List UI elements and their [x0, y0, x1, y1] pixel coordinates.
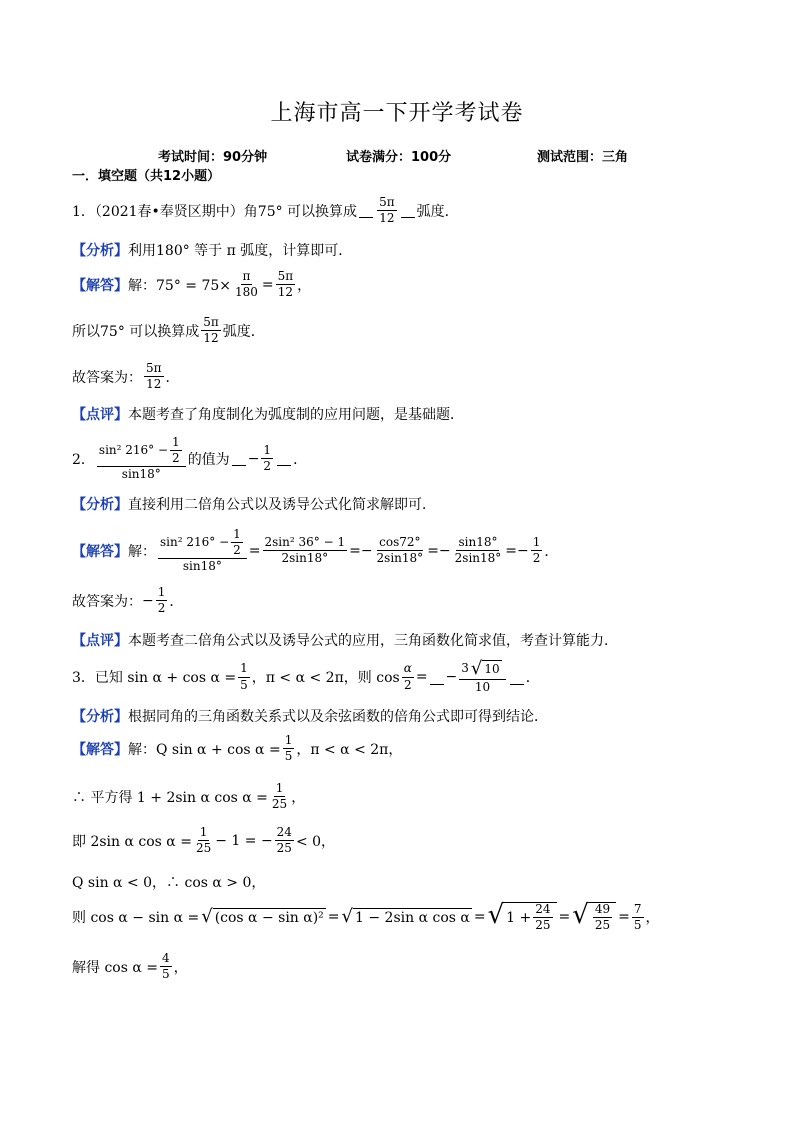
q1-analysis: 【分析】 利用180° 等于 π 弧度，计算即可．: [72, 240, 352, 260]
q3-solution-line1: 【解答】 解：Q sin α + cos α = $\frac{1}{5}$ ，π < α < 2π，: [72, 733, 403, 764]
q2-solution: 【解答】 解： sin² 216° − $\frac{1}{2}$ sin18° = $\frac{\text{2sin² 36° − 1}}{2\sin 18^\circ}$ = − $\frac{\cos 72^\circ}{2\sin 18^\circ}$ = − $\frac{\sin 18^\circ}{2\sin 18^\circ}$ = − $\frac{1}{2}$ ．: [72, 527, 559, 574]
q3-solution-line6: 解得 cos α = $\frac{4}{5}$ ，: [72, 951, 188, 982]
q2-final-answer: 故答案为： − $\frac{1}{2}$ ．: [72, 585, 184, 616]
q3-solution-line2: ∴ 平方得 1 + 2sin α cos α = $\frac{1}{25}$ ，: [72, 781, 306, 812]
q2-comment: 【点评】 本题考查二倍角公式以及诱导公式的应用，三角函数化简求值，考查计算能力．: [72, 633, 618, 649]
q3-answer-blank: − 3 √ 10 10: [428, 660, 526, 694]
q3-stem: 3．已知 sin α + cos α = $\frac{1}{5}$ ，π < α < 2π，则 cos $\frac{\alpha}{2}$ = − 3 √ 10 10 ．: [72, 658, 540, 694]
section-heading: 一．填空题（共12小题）: [72, 169, 221, 184]
exam-range: 测试范围：三角: [537, 150, 629, 165]
q1-stem: 1．（2021春•奉贤区期中）角75° 可以换算成 $\frac{5\pi}{12}$ 弧度．: [72, 195, 459, 226]
q3-solution-line4: Q sin α < 0，∴ cos α > 0，: [72, 875, 266, 891]
q1-final-answer: 故答案为： $\frac{5\pi}{12}$ ．: [72, 361, 180, 392]
q3-solution-line3: 即 2sin α cos α = $\frac{1}{25}$ − 1 = − $\frac{24}{25}$ < 0，: [72, 825, 336, 856]
q2-stem: 2． sin² 216° − $\frac{1}{2}$ sin18° 的值为 − $\frac{1}{2}$ ．: [72, 435, 308, 482]
q1-answer-blank: $\frac{5\pi}{12}$: [357, 196, 417, 225]
page-title: 上海市高一下开学考试卷: [270, 101, 524, 126]
q2-answer-blank: − $\frac{1}{2}$: [230, 444, 293, 473]
q2-analysis: 【分析】 直接利用二倍角公式以及诱导公式化简求解即可．: [72, 497, 436, 513]
solution-tag: 【解答】: [72, 277, 128, 294]
analysis-tag: 【分析】: [72, 243, 128, 259]
q1-solution: 【解答】 解：75° = 75× $\frac{\pi}{180}$ = $\frac{5\pi}{12}$ ，: [72, 269, 312, 300]
exam-time: 考试时间：90分钟: [158, 150, 268, 165]
q1-comment: 【点评】 本题考查了角度制化为弧度制的应用问题，是基础题．: [72, 404, 464, 424]
q1-solution-line2: 所以75° 可以换算成 $\frac{5\pi}{12}$ 弧度．: [72, 315, 265, 346]
q3-analysis: 【分析】 根据同角的三角函数关系式以及余弦函数的倍角公式即可得到结论．: [72, 709, 548, 725]
exam-score: 试卷满分：100分: [346, 150, 452, 165]
q3-solution-line5: 则 cos α − sin α = √ (cos α − sin α)² = √ 1 − 2sin α cos α = √ 1 + $\frac{24}{25}$ = √ $\frac{49}{25}$ = $\frac{7}{5}$ ，: [72, 900, 660, 933]
comment-tag: 【点评】: [72, 407, 128, 423]
